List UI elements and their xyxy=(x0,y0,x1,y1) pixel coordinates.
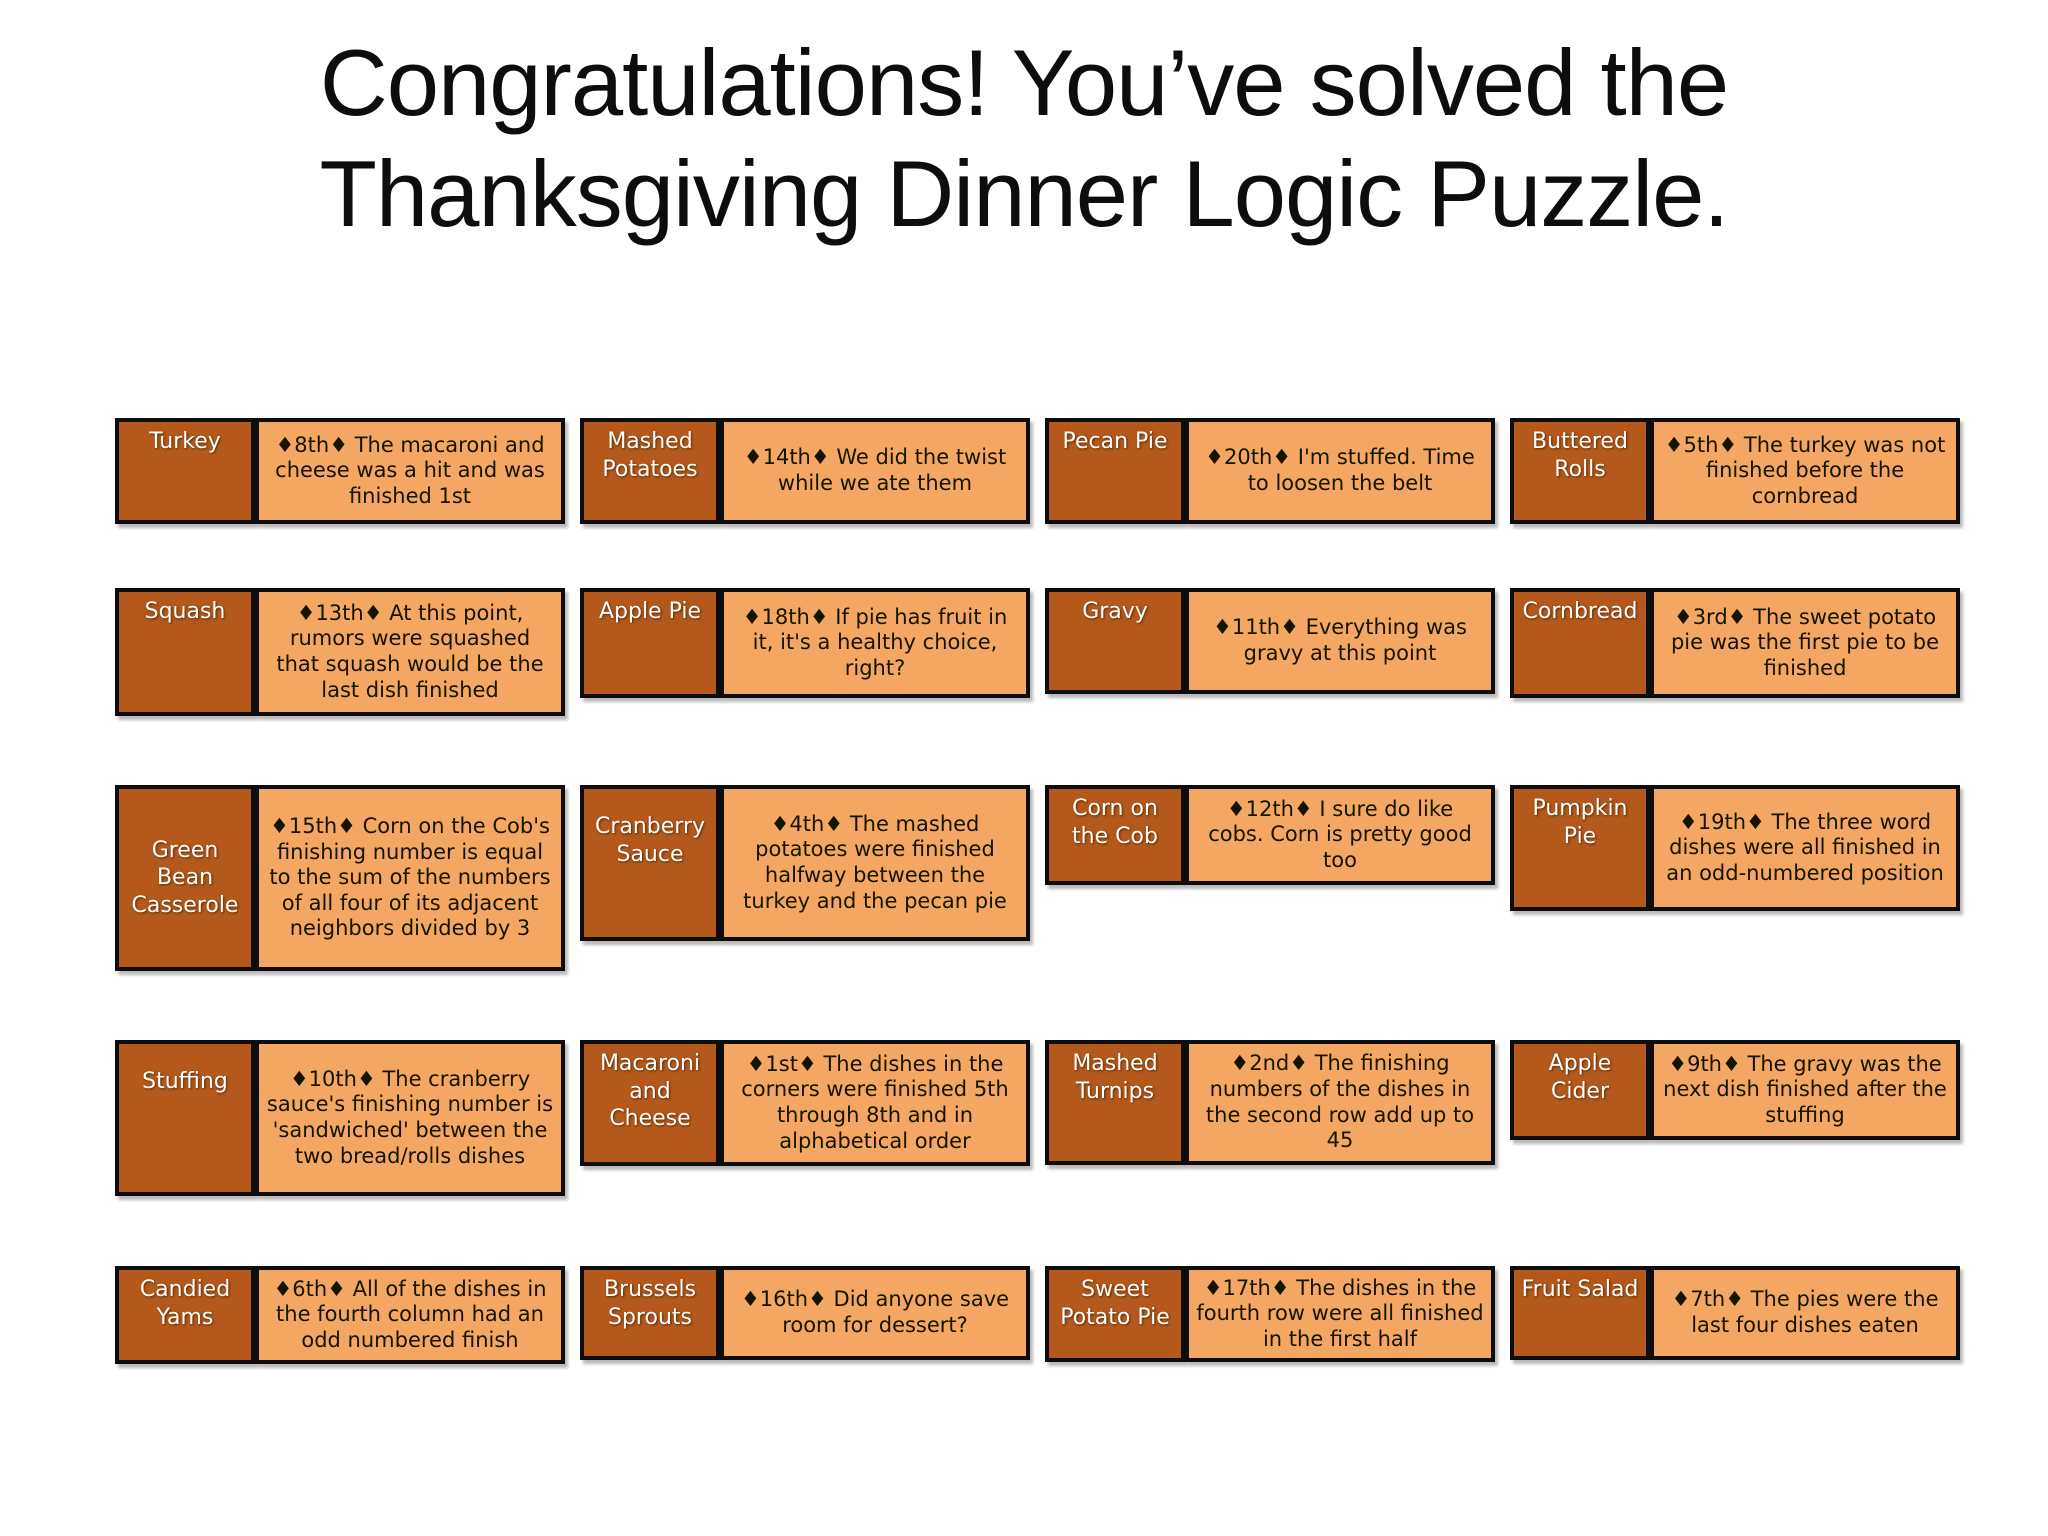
dish-clue: ♦6th♦ All of the dishes in the fourth column had an odd numbered finish xyxy=(255,1266,565,1364)
dish-clue: ♦7th♦ The pies were the last four dishes eaten xyxy=(1650,1266,1960,1360)
dish-clue: ♦18th♦ If pie has fruit in it, it's a healthy choice, right? xyxy=(720,588,1030,698)
dish-card-cranberry-sauce xyxy=(580,785,1030,941)
dish-clue: ♦14th♦ We did the twist while we ate them xyxy=(720,418,1030,524)
dish-clue: ♦11th♦ Everything was gravy at this point xyxy=(1185,588,1495,694)
dish-name: Cornbread xyxy=(1510,588,1650,698)
page-title xyxy=(0,28,2048,250)
dish-name: Fruit Salad xyxy=(1510,1266,1650,1360)
dish-card-candied-yams xyxy=(115,1266,565,1364)
dish-clue: ♦1st♦ The dishes in the corners were finished 5th through 8th and in alphabetical order xyxy=(720,1040,1030,1166)
dish-name: Cranberry Sauce xyxy=(580,785,720,941)
dish-clue: ♦12th♦ I sure do like cobs. Corn is pretty good too xyxy=(1185,785,1495,885)
dish-card-cornbread xyxy=(1510,588,1960,698)
dish-name: Corn on the Cob xyxy=(1045,785,1185,885)
dish-card-apple-cider xyxy=(1510,1040,1960,1140)
card-row-1 xyxy=(115,418,1960,524)
dish-card-brussels-sprouts xyxy=(580,1266,1030,1360)
dish-card-green-bean-casserole xyxy=(115,785,565,971)
dish-name: Turkey xyxy=(115,418,255,524)
dish-card-pecan-pie xyxy=(1045,418,1495,524)
dish-clue: ♦16th♦ Did anyone save room for dessert? xyxy=(720,1266,1030,1360)
dish-clue: ♦10th♦ The cranberry sauce's finishing number is 'sandwiched' between the two bread/rolls dishes xyxy=(255,1040,565,1196)
dish-card-pumpkin-pie xyxy=(1510,785,1960,911)
dish-clue: ♦3rd♦ The sweet potato pie was the first pie to be finished xyxy=(1650,588,1960,698)
dish-clue: ♦4th♦ The mashed potatoes were finished halfway between the turkey and the pecan pie xyxy=(720,785,1030,941)
card-row-4 xyxy=(115,1040,1960,1196)
page-title-line2: Thanksgiving Dinner Logic Puzzle. xyxy=(319,140,1729,246)
dish-card-mashed-turnips xyxy=(1045,1040,1495,1165)
dish-name: Brussels Sprouts xyxy=(580,1266,720,1360)
slide xyxy=(0,28,2048,1536)
dish-name: Sweet Potato Pie xyxy=(1045,1266,1185,1362)
dish-clue: ♦2nd♦ The finishing numbers of the dishes in the second row add up to 45 xyxy=(1185,1040,1495,1165)
dish-name: Mashed Turnips xyxy=(1045,1040,1185,1165)
dish-card-buttered-rolls xyxy=(1510,418,1960,524)
dish-clue: ♦9th♦ The gravy was the next dish finished after the stuffing xyxy=(1650,1040,1960,1140)
dish-card-macaroni-and-cheese xyxy=(580,1040,1030,1166)
dish-card-sweet-potato-pie xyxy=(1045,1266,1495,1362)
dish-clue: ♦5th♦ The turkey was not finished before the cornbread xyxy=(1650,418,1960,524)
dish-name: Squash xyxy=(115,588,255,716)
dish-card-stuffing xyxy=(115,1040,565,1196)
dish-name: Gravy xyxy=(1045,588,1185,694)
dish-name: Mashed Potatoes xyxy=(580,418,720,524)
dish-card-mashed-potatoes xyxy=(580,418,1030,524)
dish-name: Macaroni and Cheese xyxy=(580,1040,720,1166)
dish-name: Apple Pie xyxy=(580,588,720,698)
dish-card-squash xyxy=(115,588,565,716)
dish-name: Candied Yams xyxy=(115,1266,255,1364)
dish-name: Buttered Rolls xyxy=(1510,418,1650,524)
dish-clue: ♦19th♦ The three word dishes were all finished in an odd-numbered position xyxy=(1650,785,1960,911)
dish-clue: ♦17th♦ The dishes in the fourth row were all finished in the first half xyxy=(1185,1266,1495,1362)
card-row-5 xyxy=(115,1266,1960,1364)
dish-card-apple-pie xyxy=(580,588,1030,698)
dish-name: Stuffing xyxy=(115,1040,255,1196)
dish-card-corn-on-the-cob xyxy=(1045,785,1495,885)
page-title-line1: Congratulations! You’ve solved the xyxy=(319,30,1729,135)
dish-name: Pumpkin Pie xyxy=(1510,785,1650,911)
dish-clue: ♦15th♦ Corn on the Cob's finishing number is equal to the sum of the numbers of all four of its adjacent neighbors divided by 3 xyxy=(255,785,565,971)
card-row-3 xyxy=(115,785,1960,971)
dish-card-gravy xyxy=(1045,588,1495,694)
dish-name: Apple Cider xyxy=(1510,1040,1650,1140)
dish-clue: ♦8th♦ The macaroni and cheese was a hit and was finished 1st xyxy=(255,418,565,524)
dish-name: Pecan Pie xyxy=(1045,418,1185,524)
dish-card-fruit-salad xyxy=(1510,1266,1960,1360)
card-row-2 xyxy=(115,588,1960,716)
dish-name: Green Bean Casserole xyxy=(115,785,255,971)
dish-clue: ♦20th♦ I'm stuffed. Time to loosen the belt xyxy=(1185,418,1495,524)
dish-clue: ♦13th♦ At this point, rumors were squashed that squash would be the last dish finished xyxy=(255,588,565,716)
dish-card-turkey xyxy=(115,418,565,524)
